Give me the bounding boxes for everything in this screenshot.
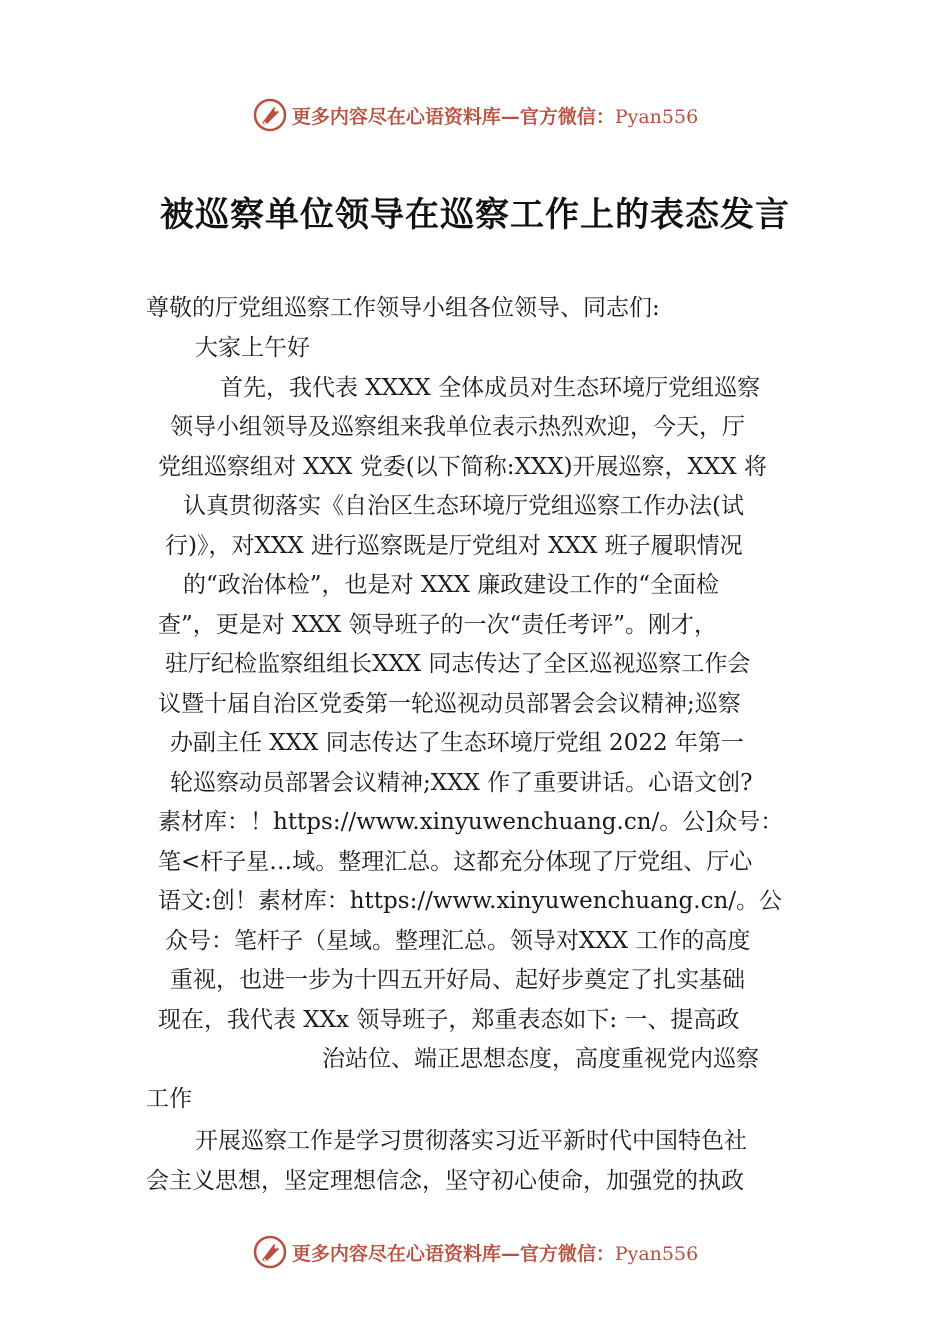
body-line: 认真贯彻落实《自治区生态环境厅党组巡察工作办法(试: [183, 493, 744, 519]
body-line: 党组巡察组对 XXX 党委(以下简称:XXX)开展巡察，XXX 将: [158, 454, 767, 480]
greeting: 大家上午好: [195, 335, 310, 361]
page-title: 被巡察单位领导在巡察工作上的表态发言: [160, 195, 790, 235]
body-line: 笔<杆子星…域。整理汇总。这都充分体现了厅党组、厅心: [158, 849, 753, 875]
body-line: 重视，也进一步为十四五开好局、起好步奠定了扎实基础: [170, 967, 745, 993]
body-line: 领导小组领导及巡察组来我单位表示热烈欢迎，今天，厅: [170, 414, 745, 440]
body-line: 开展巡察工作是学习贯彻落实习近平新时代中国特色社: [195, 1128, 747, 1154]
salutation: 尊敬的厅党组巡察工作领导小组各位领导、同志们:: [146, 295, 660, 321]
body-line: 首先，我代表 XXXX 全体成员对生态环境厅党组巡察: [220, 375, 761, 401]
footer-banner-text: 更多内容尽在心语资料库—官方微信：Pyan556: [291, 1242, 699, 1265]
pen-nib-logo-icon: [252, 97, 288, 133]
pen-nib-logo-icon: [252, 1234, 288, 1270]
body-line: 议暨十届自治区党委第一轮巡视动员部署会会议精神;巡察: [158, 691, 741, 717]
section-heading: 工作: [146, 1086, 192, 1112]
header-banner-text: 更多内容尽在心语资料库—官方微信：Pyan556: [291, 105, 699, 128]
body-line: 语文:创！素材库：https://www.xinyuwenchuang.cn/。公: [158, 888, 783, 914]
body-line: 素材库：！https://www.xinyuwenchuang.cn/。公]众号：: [158, 809, 784, 835]
section-heading: 治站位、端正思想态度，高度重视党内巡察: [322, 1046, 759, 1072]
body-line: 查”，更是对 XXX 领导班子的一次“责任考评”。刚才，: [158, 612, 718, 638]
body-line: 众号：笔杆子（星域。整理汇总。领导对XXX 工作的高度: [165, 928, 751, 954]
footer-banner: [0, 1232, 950, 1272]
body-line: 会主义思想，坚定理想信念，坚守初心使命，加强党的执政: [146, 1168, 744, 1194]
body-line: 办副主任 XXX 同志传达了生态环境厅党组 2022 年第一: [170, 730, 744, 756]
body-line: 轮巡察动员部署会议精神;XXX 作了重要讲话。心语文创?: [170, 770, 753, 796]
body-line: 现在，我代表 XXx 领导班子，郑重表态如下: 一、提高政: [158, 1007, 740, 1033]
body-line: 行)》，对XXX 进行巡察既是厅党组对 XXX 班子履职情况: [165, 533, 743, 559]
header-banner: [0, 95, 950, 135]
body-line: 的“政治体检”，也是对 XXX 廉政建设工作的“全面检: [183, 572, 720, 598]
body-line: 驻厅纪检监察组组长XXX 同志传达了全区巡视巡察工作会: [165, 651, 751, 677]
